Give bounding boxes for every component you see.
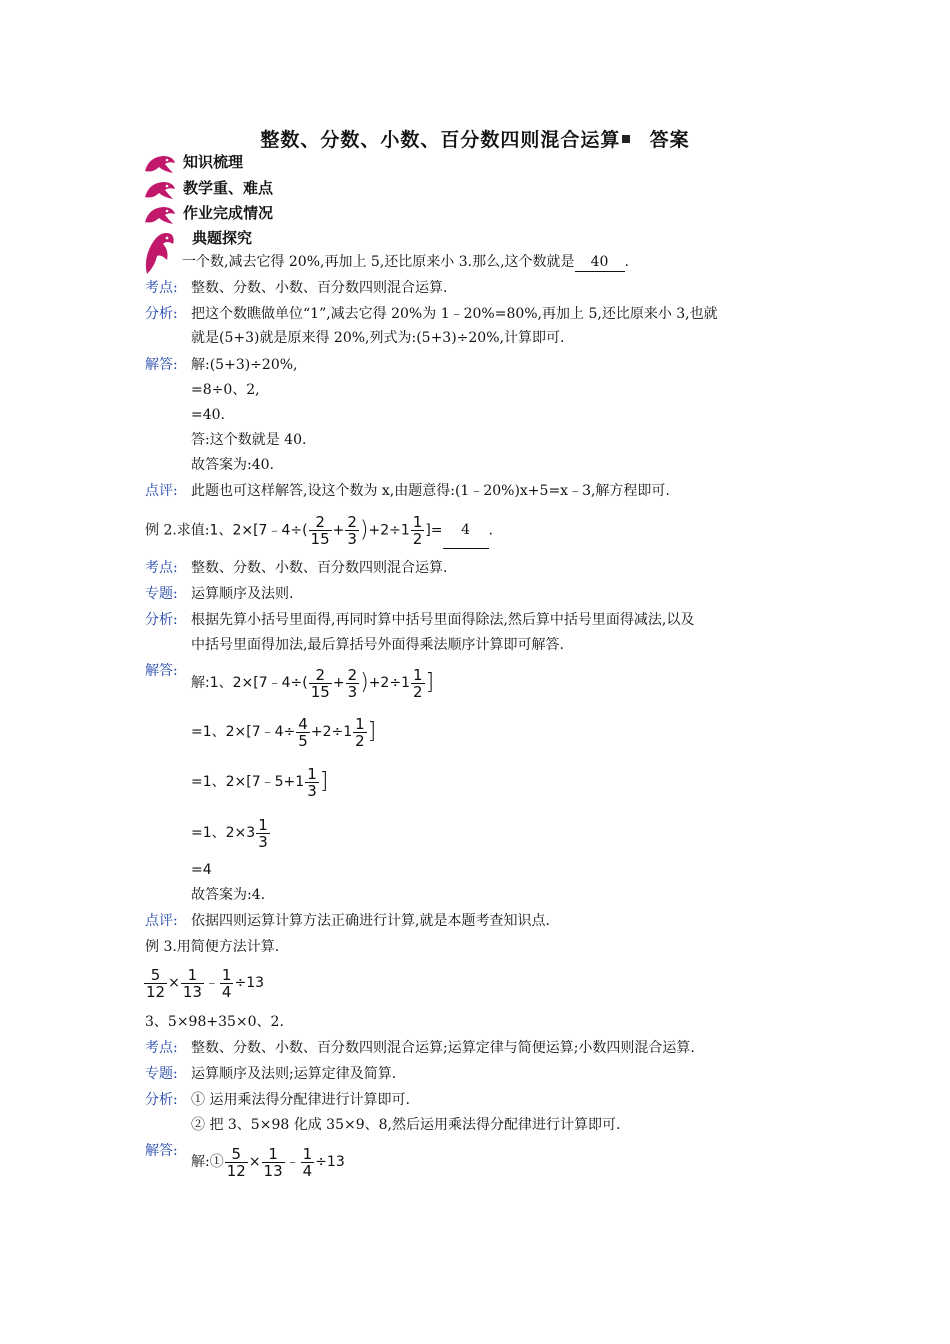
ex1-solution-line: 解:(5+3)÷20%, bbox=[191, 357, 298, 373]
fraction: $\frac{2}{15}$ bbox=[310, 513, 330, 548]
fraction: $\frac{4}{5}$ bbox=[298, 714, 308, 750]
ex3-kaodian: 整数、分数、小数、百分数四则混合运算;运算定律与简便运算;小数四则混合运算. bbox=[191, 1040, 695, 1056]
fenxi-label: 分析: bbox=[145, 612, 178, 628]
ex2-question: 例 2.求值:1、2×[7﹣4÷( $\frac{2}{15}$ + $\frac{2}{3}$ )+2÷1 $\frac{1}{2}$ ]= 4 . bbox=[145, 513, 493, 548]
section-heading: 教学重、难点 bbox=[183, 179, 274, 197]
kaodian-label: 考点: bbox=[145, 1040, 178, 1056]
ex1-solution-line: 故答案为:40. bbox=[191, 457, 274, 473]
fenxi-label: 分析: bbox=[145, 306, 178, 322]
ex1-solution-line: 答:这个数就是 40. bbox=[191, 432, 307, 448]
ex1-solution-line: =40. bbox=[191, 407, 225, 423]
fraction: $\frac{1}{13}$ bbox=[182, 965, 202, 1001]
dolphin-icon bbox=[143, 228, 177, 276]
fraction: $\frac{1}{4}$ bbox=[221, 965, 232, 1001]
zhuanti-label: 专题: bbox=[145, 1066, 178, 1082]
title-text: 整数、分数、小数、百分数四则混合运算 bbox=[260, 129, 621, 151]
fraction: $\frac{5}{12}$ bbox=[226, 1144, 246, 1180]
jieda-label: 解答: bbox=[145, 663, 178, 679]
fraction: $\frac{2}{15}$ bbox=[310, 665, 330, 701]
ex3-expression-2: 3、5×98+35×0、2. bbox=[145, 1014, 284, 1030]
dianping-label: 点评: bbox=[145, 913, 178, 929]
ex2-kaodian: 整数、分数、小数、百分数四则混合运算. bbox=[191, 560, 448, 576]
fraction: $\frac{2}{3}$ bbox=[347, 665, 358, 701]
kaodian-label: 考点: bbox=[145, 280, 178, 296]
answer-blank: 4 bbox=[443, 512, 489, 549]
ex1-dianping: 此题也可这样解答,设这个数为 x,由题意得:(1﹣20%)x+5=x﹣3,解方程即可. bbox=[191, 483, 670, 499]
ex2-solution-step: 解:1、2×[7﹣4÷( $\frac{2}{15}$ + $\frac{2}{3}$ )+2÷1 $\frac{1}{2}$ ] bbox=[191, 665, 435, 701]
fraction: $\frac{1}{2}$ bbox=[412, 513, 423, 548]
ex2-solution-step: =4 bbox=[191, 862, 212, 878]
ex2-solution-step: 故答案为:4. bbox=[191, 887, 266, 903]
kaodian-label: 考点: bbox=[145, 560, 178, 576]
ex2-fenxi-line2: 中括号里面得加法,最后算括号外面得乘法顺序计算即可解答. bbox=[191, 637, 564, 653]
fraction: $\frac{1}{13}$ bbox=[263, 1144, 283, 1180]
dolphin-icon bbox=[143, 202, 177, 228]
title-suffix: 答案 bbox=[649, 129, 690, 151]
ex2-dianping: 依据四则运算计算方法正确进行计算,就是本题考查知识点. bbox=[191, 913, 550, 929]
section-heading: 典题探究 bbox=[192, 229, 253, 247]
dolphin-icon bbox=[143, 177, 177, 203]
dianping-label: 点评: bbox=[145, 483, 178, 499]
page-title bbox=[0, 125, 950, 152]
square-bullet-icon bbox=[622, 135, 630, 143]
ex2-solution-step: =1、2×[7﹣4÷ $\frac{4}{5}$ +2÷1 $\frac{1}{2}$ ] bbox=[191, 714, 377, 750]
ex3-expression-1: $\frac{5}{12}$ × $\frac{1}{13}$ ﹣ $\frac{1}{4}$ ÷13 bbox=[146, 965, 265, 1001]
ex1-question: 一个数,减去它得 20%,再加上 5,还比原来小 3.那么,这个数就是 40 . bbox=[182, 254, 629, 270]
fraction: $\frac{1}{2}$ bbox=[355, 714, 365, 750]
ex3-question: 例 3.用简便方法计算. bbox=[145, 939, 280, 955]
ex2-solution-step: =1、2×[7﹣5+1 $\frac{1}{3}$ ] bbox=[191, 764, 329, 800]
ex3-fenxi-line2: ② 把 3、5×98 化成 35×9、8,然后运用乘法得分配律进行计算即可. bbox=[191, 1117, 621, 1133]
zhuanti-label: 专题: bbox=[145, 586, 178, 602]
fraction: $\frac{2}{3}$ bbox=[347, 513, 357, 548]
fraction: $\frac{1}{3}$ bbox=[307, 764, 317, 800]
fenxi-label: 分析: bbox=[145, 1092, 178, 1108]
dolphin-icon bbox=[143, 151, 177, 177]
ex3-zhuanti: 运算顺序及法则;运算定律及简算. bbox=[191, 1066, 397, 1082]
answer-blank: 40 bbox=[575, 253, 625, 272]
ex1-kaodian: 整数、分数、小数、百分数四则混合运算. bbox=[191, 280, 448, 296]
fraction: $\frac{1}{2}$ bbox=[412, 665, 423, 701]
jieda-label: 解答: bbox=[145, 1143, 178, 1159]
ex2-fenxi-line1: 根据先算小括号里面得,再同时算中括号里面得除法,然后算中括号里面得减法,以及 bbox=[191, 612, 695, 628]
ex2-solution-step: =1、2×3 $\frac{1}{3}$ bbox=[191, 815, 268, 851]
fraction: $\frac{1}{4}$ bbox=[302, 1144, 313, 1180]
section-heading: 作业完成情况 bbox=[183, 204, 274, 222]
ex3-solution-step: 解:① $\frac{5}{12}$ × $\frac{1}{13}$ ﹣ $\frac{1}{4}$ ÷13 bbox=[191, 1144, 345, 1180]
ex1-fenxi-line2: 就是(5+3)就是原来得 20%,列式为:(5+3)÷20%,计算即可. bbox=[191, 330, 565, 346]
ex2-zhuanti: 运算顺序及法则. bbox=[191, 586, 294, 602]
fraction: $\frac{5}{12}$ bbox=[146, 965, 166, 1001]
ex3-fenxi-line1: ① 运用乘法得分配律进行计算即可. bbox=[191, 1092, 410, 1108]
fraction: $\frac{1}{3}$ bbox=[258, 815, 268, 851]
ex1-fenxi-line1: 把这个数瞧做单位“1”,减去它得 20%为 1﹣20%=80%,再加上 5,还比原来小 3,也就 bbox=[191, 306, 718, 322]
jieda-label: 解答: bbox=[145, 357, 178, 373]
ex1-solution-line: =8÷0、2, bbox=[191, 382, 260, 398]
section-heading: 知识梳理 bbox=[183, 153, 244, 171]
